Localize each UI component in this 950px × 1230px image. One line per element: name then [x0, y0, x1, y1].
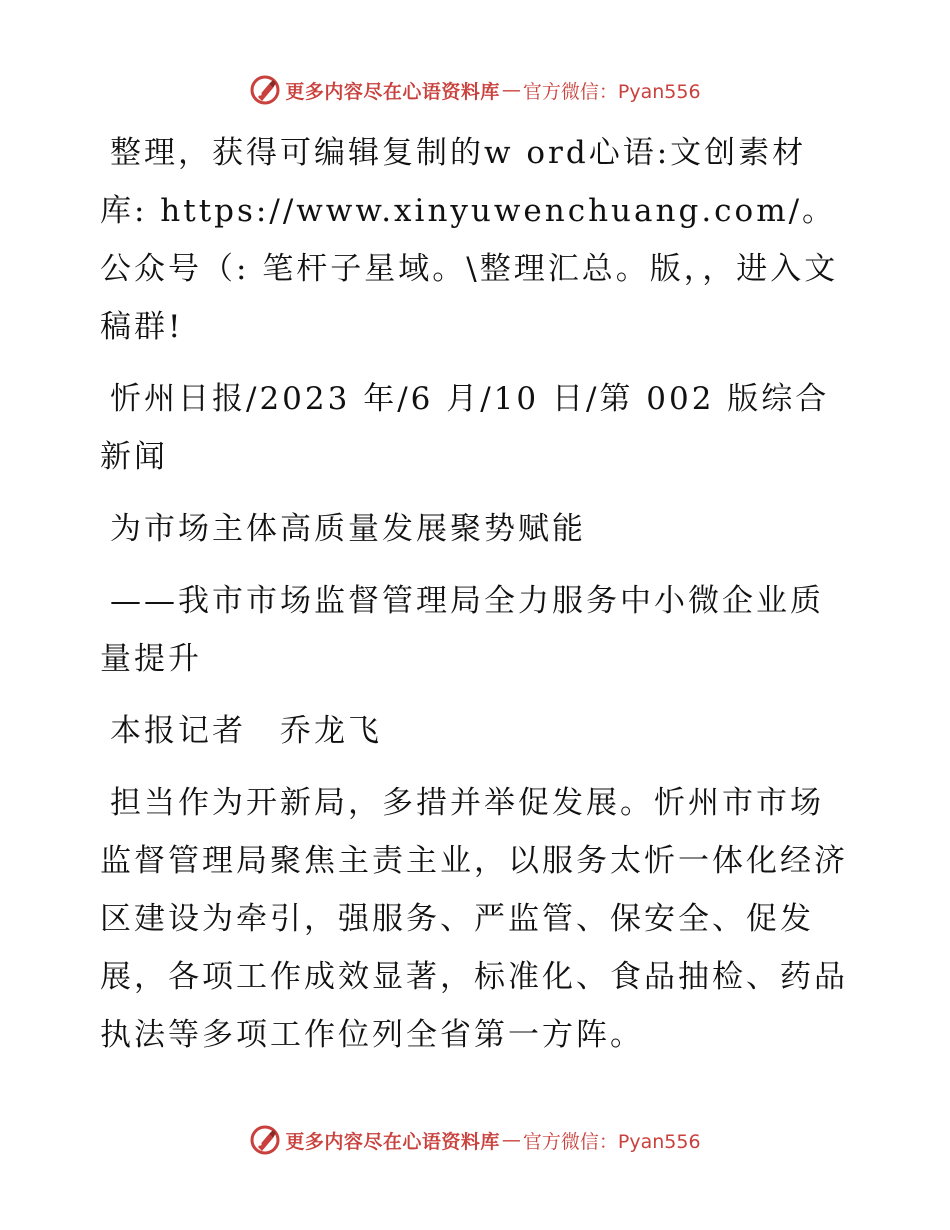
banner-dash: — [501, 1129, 521, 1151]
banner-main-text: 更多内容尽在心语资料库 [285, 1130, 500, 1153]
body-paragraph: 担当作为开新局，多措并举促发展。忻州市市场监督管理局聚焦主责主业，以服务太忻一体化经济区建设为牵引，强服务、严监管、保安全、促发展，各项工作成效显著，标准化、食品抽检、药品执法等多项工作位列全省第一方阵。 [100, 785, 848, 1053]
document-body [100, 124, 850, 1078]
banner-wechat-text: 官方微信：Pyan556 [522, 1130, 701, 1153]
pen-nib-logo-icon [249, 74, 281, 106]
pen-nib-logo-icon [249, 1124, 281, 1156]
source-line: 忻州日报/2023 年/6 月/10 日/第 002 版综合新闻 [100, 381, 830, 475]
banner-dash: — [501, 79, 521, 101]
footer-banner [0, 1120, 950, 1160]
banner-wechat-text: 官方微信：Pyan556 [522, 80, 701, 103]
intro-paragraph: 整理，获得可编辑复制的w ord心语:文创素材库: https://www.xinyuwenchuang.com/。公众号（: 笔杆子星域。\整理汇总。版，，进入文稿群! [100, 135, 839, 345]
article-title: 为市场主体高质量发展聚势赋能 [110, 511, 586, 547]
article-subtitle: ——我市市场监督管理局全力服务中小微企业质量提升 [100, 583, 824, 677]
byline: 本报记者 乔龙飞 [110, 713, 382, 749]
banner-main-text: 更多内容尽在心语资料库 [285, 80, 500, 103]
header-banner [0, 70, 950, 110]
